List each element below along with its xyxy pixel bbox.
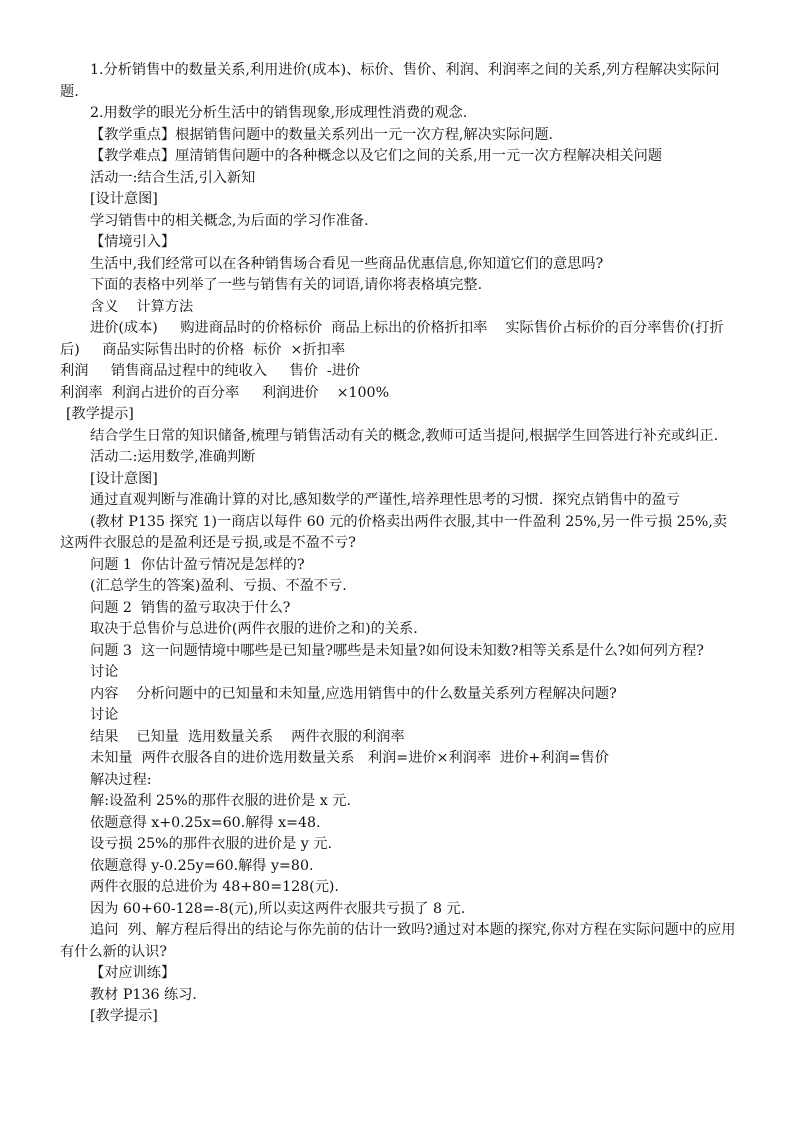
question-2: 问题 2 销售的盈亏取决于什么? (90, 599, 291, 616)
practice-label: 【对应训练】 (90, 965, 176, 981)
discussion-result-2: 未知量 两件衣服各自的进价选用数量关系 利润=进价×利润率 进价+利润=售价 (90, 750, 609, 766)
discussion-content: 内容 分析问题中的已知量和未知量,应选用销售中的什么数量关系列方程解决问题? (90, 685, 617, 702)
discussion-label-2: 讨论 (90, 707, 119, 723)
teaching-tip-label-2: [教学提示] (90, 1008, 158, 1024)
table-row-cost-markup-discount: 进价(成本) 购进商品时的价格标价 商品上标出的价格折扣率 实际售价占标价的百分率售价(打折后) 商品实际售出时的价格 标价 ×折扣率 (60, 320, 724, 358)
objective-1: 1.分析销售中的数量关系,利用进价(成本)、标价、售价、利润、利润率之间的关系,列方程解决实际问题. (60, 62, 720, 100)
practice-text: 教材 P136 练习. (90, 986, 197, 1003)
solution-process-label: 解决过程: (90, 771, 152, 788)
design-intent-label-2: [设计意图] (90, 470, 158, 487)
solution-step-2: 依题意得 x+0.25x=60.解得 x=48. (90, 814, 321, 831)
design-intent-text-1: 学习销售中的相关概念,为后面的学习作准备. (90, 212, 369, 229)
table-header-line: 含义 计算方法 (90, 298, 194, 315)
scenario-text-1: 生活中,我们经常可以在各种销售场合看见一些商品优惠信息,你知道它们的意思吗? (90, 255, 604, 272)
textbook-problem: (教材 P135 探究 1)一商店以每件 60 元的价格卖出两件衣服,其中一件盈利 25%,另一件亏损 25%,卖这两件衣服总的是盈利还是亏损,或是不盈不亏? (60, 513, 727, 551)
solution-step-5: 两件衣服的总进价为 48+80=128(元). (90, 879, 339, 895)
activity-2-heading: 活动二:运用数学,准确判断 (90, 449, 256, 465)
objective-2: 2.用数学的眼光分析生活中的销售现象,形成理性消费的观念. (90, 105, 468, 121)
question-2-answer: 取决于总售价与总进价(两件衣服的进价之和)的关系. (90, 621, 418, 637)
solution-step-6: 因为 60+60-128=-8(元),所以卖这两件衣服共亏损了 8 元. (90, 900, 466, 917)
design-intent-text-2: 通过直观判断与准确计算的对比,感知数学的严谨性,培养理性思考的习惯. 探究点销售中的盈亏 (90, 492, 681, 508)
question-1-answer: (汇总学生的答案)盈利、亏损、不盈不亏. (90, 578, 347, 594)
teaching-focus: 【教学重点】根据销售问题中的数量关系列出一元一次方程,解决实际问题. (90, 126, 554, 143)
discussion-result-1: 结果 已知量 选用数量关系 两件衣服的利润率 (90, 728, 405, 745)
scenario-intro-label: 【情境引入】 (90, 234, 176, 250)
activity-1-heading: 活动一:结合生活,引入新知 (90, 169, 256, 186)
solution-step-3: 设亏损 25%的那件衣服的进价是 y 元. (90, 836, 333, 852)
table-row-profit: 利润 销售商品过程中的纯收入 售价 -进价 (60, 363, 361, 379)
scenario-text-2: 下面的表格中列举了一些与销售有关的词语,请你将表格填完整. (90, 277, 483, 293)
solution-step-4: 依题意得 y-0.25y=60.解得 y=80. (90, 857, 314, 874)
document-page (60, 60, 736, 1028)
solution-step-1: 解:设盈利 25%的那件衣服的进价是 x 元. (90, 793, 351, 809)
discussion-label-1: 讨论 (90, 664, 119, 680)
question-3: 问题 3 这一问题情境中哪些是已知量?哪些是未知量?如何设未知数?相等关系是什么?如何列方程? (90, 642, 704, 659)
follow-up-question: 追问 列、解方程后得出的结论与你先前的估计一致吗?通过对本题的探究,你对方程在实际问题中的应用有什么新的认识? (60, 922, 736, 960)
design-intent-label-1: [设计意图] (90, 191, 158, 207)
teaching-difficulty: 【教学难点】厘清销售问题中的各种概念以及它们之间的关系,用一元一次方程解决相关问题 (90, 148, 663, 164)
teaching-tip-text-1: 结合学生日常的知识储备,梳理与销售活动有关的概念,教师可适当提问,根据学生回答进行补充或纠正. (90, 427, 719, 444)
teaching-tip-label-1: [教学提示] (66, 406, 134, 422)
table-row-profit-rate: 利润率 利润占进价的百分率 利润进价 ×100% (60, 384, 390, 401)
question-1: 问题 1 你估计盈亏情况是怎样的? (90, 556, 305, 573)
